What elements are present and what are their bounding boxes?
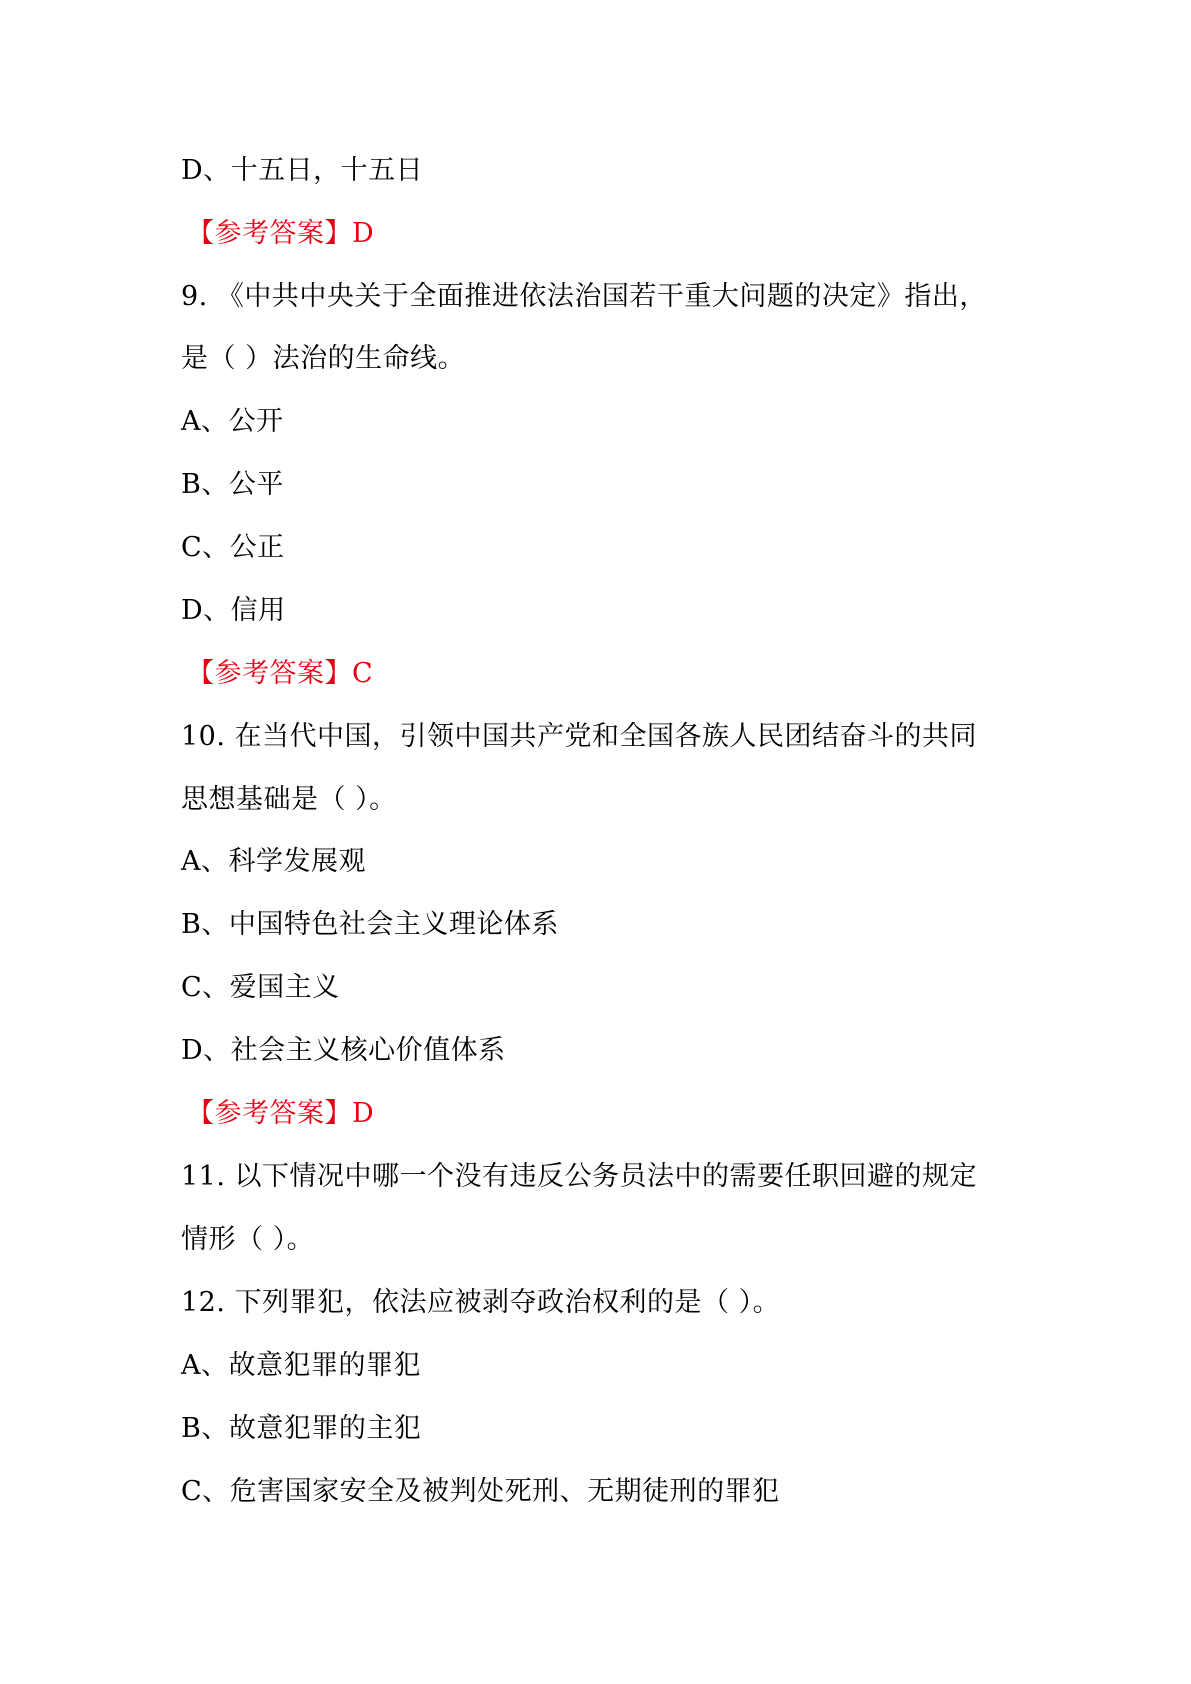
question-line: 是（ ）法治的生命线。 (181, 343, 466, 374)
question-line: 情形（ ）。 (181, 1224, 315, 1255)
option-line: C、爱国主义 (181, 972, 340, 1003)
option-line: C、危害国家安全及被判处死刑、无期徒刑的罪犯 (181, 1476, 780, 1507)
answer-line: 【参考答案】D (187, 1098, 375, 1129)
option-line: D、十五日，十五日 (181, 155, 424, 186)
option-line: B、中国特色社会主义理论体系 (181, 909, 559, 940)
option-line: A、公开 (181, 406, 284, 437)
answer-line: 【参考答案】D (187, 218, 375, 249)
option-line: D、信用 (181, 595, 286, 626)
option-line: C、公正 (181, 532, 285, 563)
question-line: 9. 《中共中央关于全面推进依法治国若干重大问题的决定》指出， (181, 281, 987, 312)
option-line: B、公平 (181, 469, 284, 500)
option-line: A、故意犯罪的罪犯 (181, 1350, 421, 1381)
option-line: A、科学发展观 (181, 846, 366, 877)
question-line: 12. 下列罪犯，依法应被剥夺政治权利的是（ ）。 (181, 1287, 781, 1318)
question-line: 11. 以下情况中哪一个没有违反公务员法中的需要任职回避的规定 (181, 1161, 978, 1192)
option-line: D、社会主义核心价值体系 (181, 1035, 506, 1066)
question-line: 10. 在当代中国，引领中国共产党和全国各族人民团结奋斗的共同 (181, 721, 978, 752)
question-line: 思想基础是（ ）。 (181, 784, 397, 815)
answer-line: 【参考答案】C (187, 658, 374, 689)
option-line: B、故意犯罪的主犯 (181, 1413, 422, 1444)
